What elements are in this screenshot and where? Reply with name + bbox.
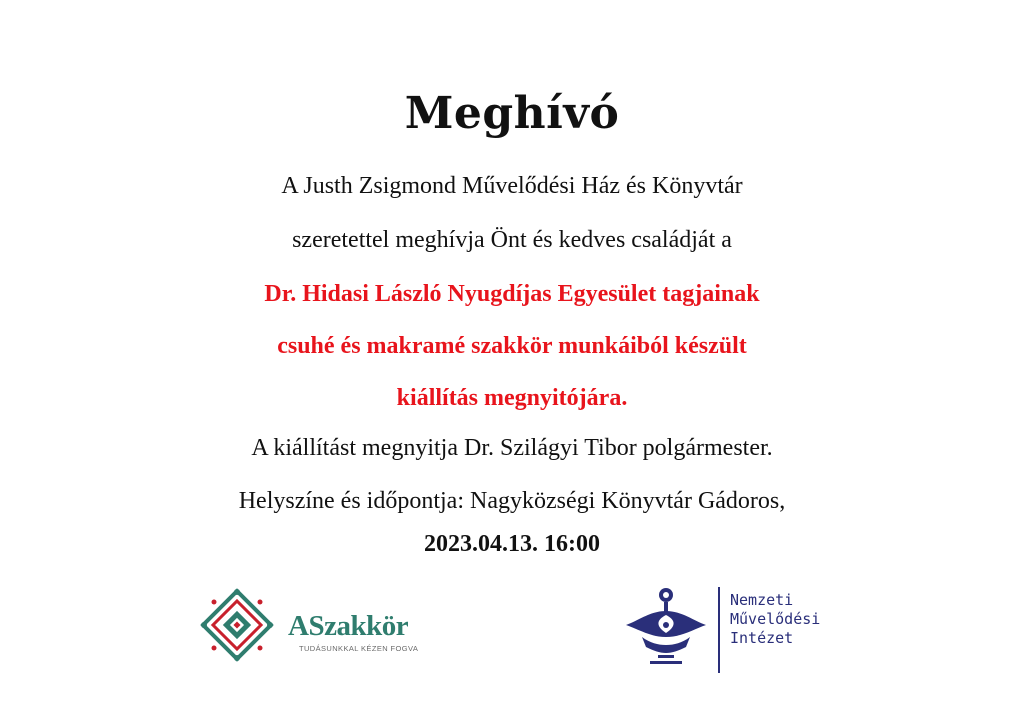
aszakkor-name: ASzakkör — [288, 610, 409, 642]
aszakkor-logo — [200, 592, 460, 662]
opener-line: A kiállítást megnyitja Dr. Szilágyi Tibor polgármester. — [251, 435, 773, 461]
intro-line-2: szeretettel meghívja Önt és kedves családját a — [292, 227, 732, 253]
invitation-title: Meghívó — [404, 88, 620, 139]
highlight-line-3: kiállítás megnyitójára. — [396, 385, 628, 411]
intro-line-1: A Justh Zsigmond Művelődési Ház és Könyvtár — [281, 173, 743, 199]
nmi-name-line-1: Nemzeti — [730, 591, 794, 609]
nmi-logo — [620, 585, 850, 675]
nmi-name-line-2: Művelődési — [730, 610, 821, 628]
nmi-name — [730, 591, 850, 648]
nmi-divider — [718, 587, 720, 673]
event-datetime: 2023.04.13. 16:00 — [424, 531, 600, 557]
highlight-line-2: csuhé és makramé szakkör munkáiból készült — [277, 333, 747, 359]
venue-line: Helyszíne és időpontja: Nagyközségi Könyvtár Gádoros, — [238, 488, 786, 514]
ornament-icon — [200, 588, 274, 662]
folk-ornament-icon — [620, 585, 712, 669]
highlight-line-1: Dr. Hidasi László Nyugdíjas Egyesület tagjainak — [264, 281, 760, 307]
aszakkor-tagline: TUDÁSUNKKAL KÉZEN FOGVA — [299, 644, 419, 653]
nmi-name-line-3: Intézet — [730, 629, 794, 647]
